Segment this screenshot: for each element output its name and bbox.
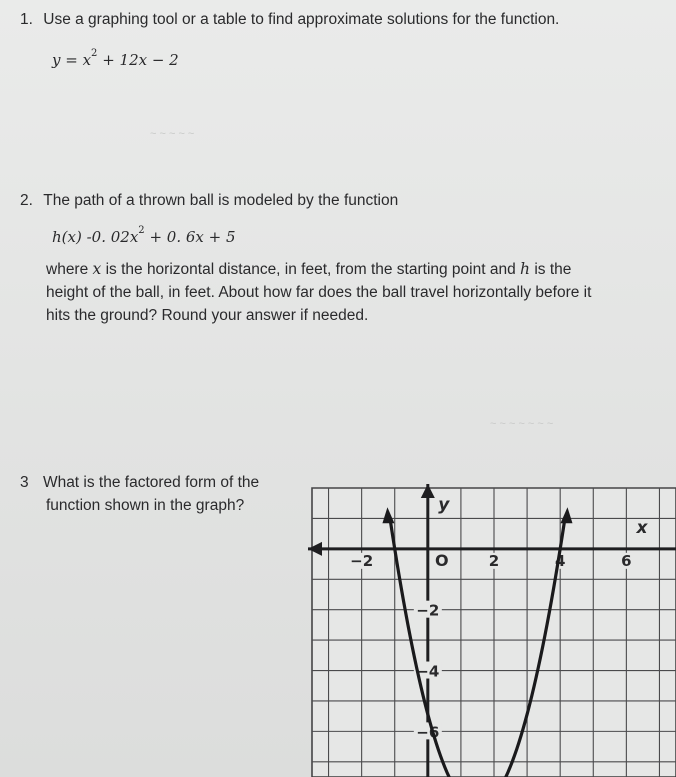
question-2-body bbox=[46, 258, 671, 327]
question-2-prompt: The path of a thrown ball is modeled by the function bbox=[43, 192, 399, 209]
equation-exponent: 2 bbox=[138, 225, 145, 236]
equation-lhs: h(x) -0. 02x bbox=[52, 228, 139, 246]
y-axis-label: y bbox=[438, 495, 450, 515]
question-3-prompt-line-1: What is the factored form of the bbox=[42, 474, 260, 491]
equation-lhs: y = x bbox=[52, 51, 92, 69]
y-tick-label: −2 bbox=[416, 601, 440, 620]
equation-exponent: 2 bbox=[91, 48, 98, 59]
question-2-line-2: height of the ball, in feet. About how far does the ball travel horizontally before it bbox=[46, 284, 592, 301]
question-3 bbox=[20, 472, 259, 494]
question-2-equation bbox=[52, 225, 236, 246]
question-1-equation bbox=[52, 48, 179, 69]
x-tick-label: 6 bbox=[621, 551, 632, 570]
question-2 bbox=[20, 190, 398, 212]
graph-canvas bbox=[300, 480, 676, 777]
question-1-number: 1. bbox=[20, 11, 33, 28]
question-3-prompt-line-2: function shown in the graph? bbox=[46, 497, 245, 514]
origin-label: O bbox=[435, 550, 449, 570]
equation-rhs: + 12x − 2 bbox=[97, 51, 179, 69]
question-1 bbox=[20, 9, 559, 31]
question-2-line-1: where x is the horizontal distance, in feet, from the starting point and h is the bbox=[46, 260, 572, 278]
y-tick-label: −4 bbox=[416, 662, 440, 681]
y-tick-label: −6 bbox=[416, 723, 440, 742]
x-axis-label: x bbox=[636, 517, 648, 538]
question-3-number: 3 bbox=[20, 474, 29, 491]
bleed-through-mark: ~ ~ ~ ~ ~ ~ ~ bbox=[490, 418, 554, 430]
equation-rhs: + 0. 6x + 5 bbox=[144, 228, 236, 246]
parabola-graph bbox=[300, 480, 676, 777]
question-2-number: 2. bbox=[20, 192, 33, 209]
x-tick-label: −2 bbox=[350, 551, 374, 570]
question-2-line-3: hits the ground? Round your answer if needed. bbox=[46, 307, 369, 324]
x-tick-label: 2 bbox=[488, 551, 500, 570]
x-tick-label: 4 bbox=[554, 551, 566, 570]
bleed-through-mark: ~ ~ ~ ~ ~ bbox=[150, 128, 195, 140]
question-1-prompt: Use a graphing tool or a table to find approximate solutions for the function. bbox=[43, 11, 560, 28]
